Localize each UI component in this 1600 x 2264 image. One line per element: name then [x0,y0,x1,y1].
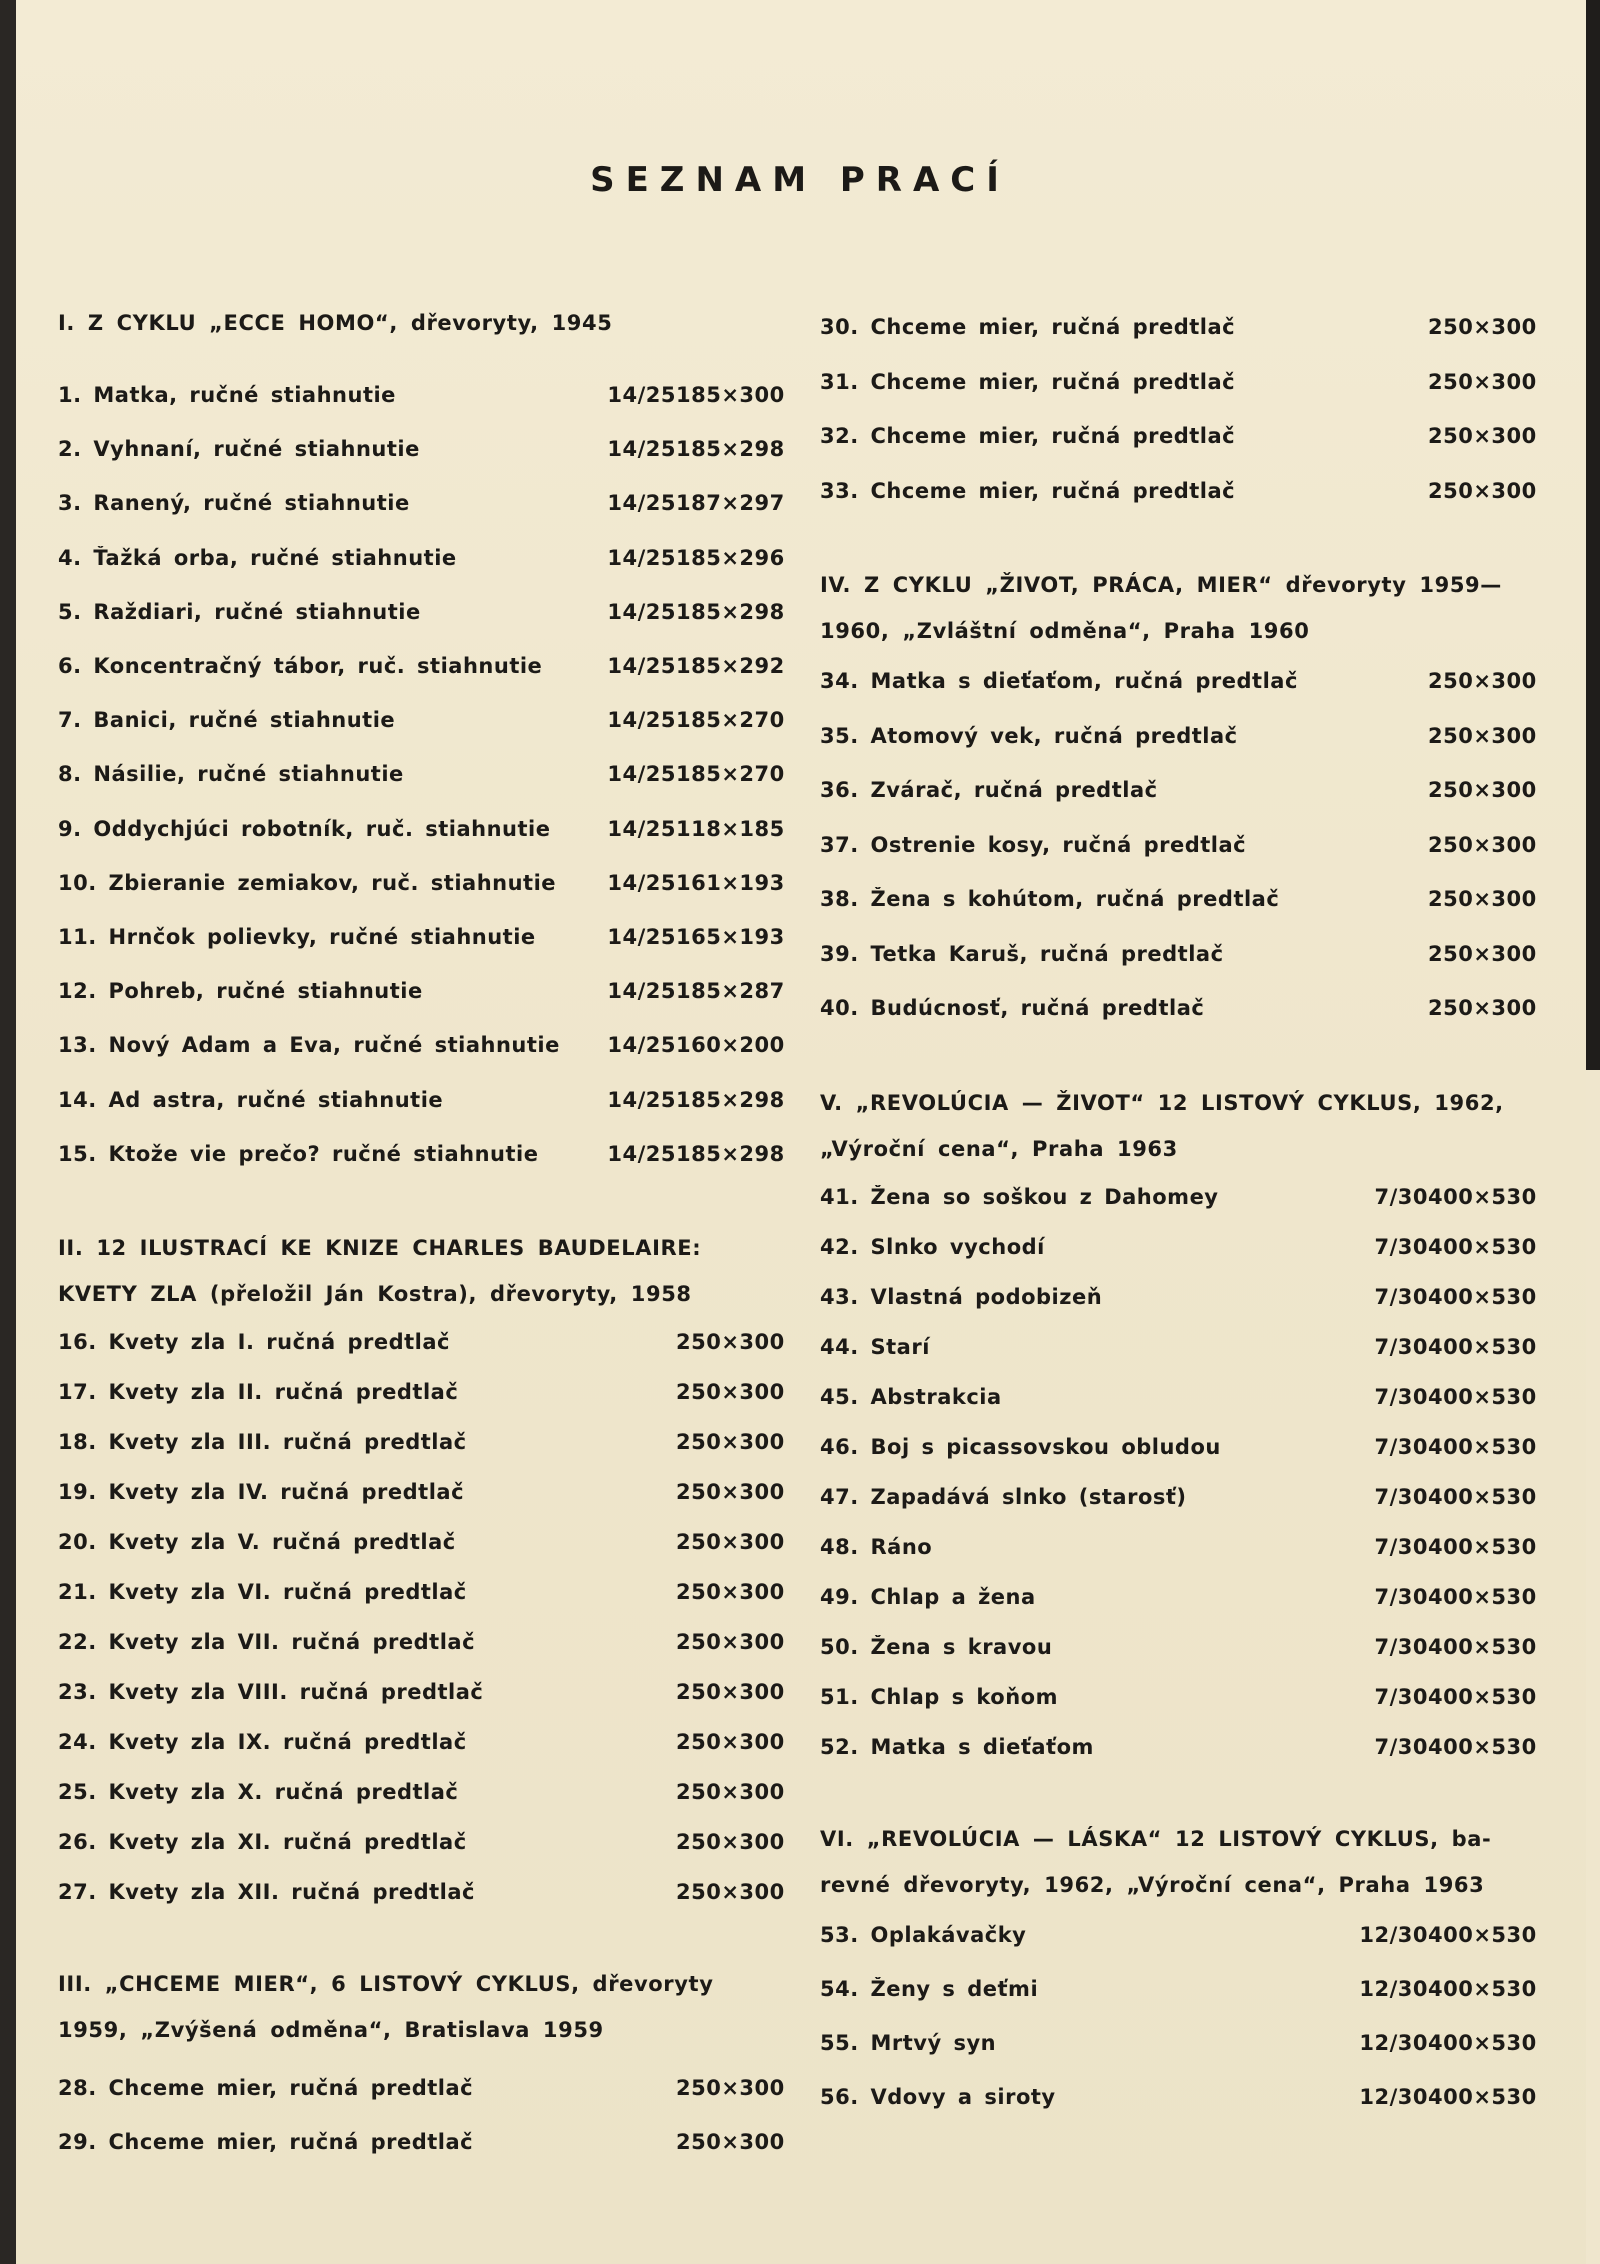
list-item [58,693,785,747]
list-item [820,1522,1537,1572]
section-list [58,368,785,1181]
item-title: 23. Kvety zla VIII. ručná predtlač [58,1679,484,1704]
item-title: 27. Kvety zla XII. ručná predtlač [58,1879,475,1904]
item-edition: 14/25 [607,654,676,679]
item-dims: 185×296 [676,545,785,570]
list-item [820,818,1537,873]
item-title: 48. Ráno [820,1534,933,1559]
section-heading-cont: „Výroční cena“, Praha 1963 [820,1136,1178,1161]
item-dims: 400×530 [1428,1284,1537,1309]
page-title: SEZNAM PRACÍ [590,160,1010,200]
section-heading: I. Z CYKLU „ECCE HOMO“, dřevoryty, 1945 [58,311,613,335]
list-item [58,1817,785,1867]
list-item [820,1672,1537,1722]
list-item [820,2016,1537,2070]
item-title: 50. Žena s kravou [820,1634,1053,1659]
item-title: 45. Abstrakcia [820,1384,1002,1409]
list-item [820,1172,1537,1222]
item-dims: 400×530 [1428,2084,1537,2109]
item-dims: 185×270 [676,708,785,733]
item-edition: 14/25 [607,979,676,1004]
item-dims: 250×300 [1428,669,1537,694]
item-dims: 250×300 [1428,887,1537,912]
item-title: 13. Nový Adam a Eva, ručné stiahnutie [58,1033,560,1058]
item-title: 31. Chceme mier, ručná predtlač [820,369,1236,394]
item-edition: 12/30 [1359,1976,1428,2001]
list-item [58,1018,785,1072]
item-title: 32. Chceme mier, ručná predtlač [820,424,1236,449]
list-item [58,531,785,585]
item-dims: 185×298 [676,437,785,462]
item-dims: 185×292 [676,654,785,679]
item-dims: 250×300 [676,1729,785,1754]
section-iii-continued [820,300,1537,518]
list-item [820,1722,1537,1772]
list-item [58,747,785,801]
item-title: 1. Matka, ručné stiahnutie [58,383,396,408]
item-dims: 165×193 [676,924,785,949]
item-title: 16. Kvety zla I. ručná predtlač [58,1329,450,1354]
list-item [820,2070,1537,2124]
item-dims: 400×530 [1428,1922,1537,1947]
item-edition: 7/30 [1374,1484,1428,1509]
item-edition: 14/25 [607,816,676,841]
list-item [58,585,785,639]
item-edition: 14/25 [607,1087,676,1112]
item-title: 41. Žena so soškou z Dahomey [820,1184,1219,1209]
item-dims: 185×298 [676,1141,785,1166]
section-list [820,1172,1537,1772]
item-dims: 400×530 [1428,1484,1537,1509]
item-title: 52. Matka s dieťaťom [820,1734,1094,1759]
item-title: 29. Chceme mier, ručná predtlač [58,2129,474,2154]
list-item [820,1422,1537,1472]
item-title: 22. Kvety zla VII. ručná predtlač [58,1629,476,1654]
item-title: 33. Chceme mier, ručná predtlač [820,478,1236,503]
list-item [820,981,1537,1036]
item-edition: 14/25 [607,545,676,570]
list-item [820,1472,1537,1522]
list-item [58,476,785,530]
item-title: 36. Zvárač, ručná predtlač [820,778,1158,803]
item-dims: 250×300 [1428,478,1537,503]
item-dims: 185×300 [676,383,785,408]
list-item [58,1467,785,1517]
item-title: 34. Matka s dieťaťom, ručná predtlač [820,669,1298,694]
item-title: 25. Kvety zla X. ručná predtlač [58,1779,459,1804]
item-dims: 160×200 [676,1033,785,1058]
item-title: 20. Kvety zla V. ručná predtlač [58,1529,456,1554]
section-list [820,654,1537,1036]
list-item [820,1222,1537,1272]
item-dims: 250×300 [676,1379,785,1404]
section-heading: III. „CHCEME MIER“, 6 LISTOVÝ CYKLUS, dřevoryty [58,1971,714,1996]
item-title: 44. Starí [820,1334,930,1359]
section-heading: VI. „REVOLÚCIA — LÁSKA“ 12 LISTOVÝ CYKLUS, ba- [820,1826,1492,1851]
item-dims: 250×300 [1428,941,1537,966]
section-i [58,300,785,1181]
list-item [58,856,785,910]
list-item [820,1272,1537,1322]
list-item [58,1667,785,1717]
item-dims: 250×300 [676,1829,785,1854]
right-column [820,300,1537,2124]
section-list [820,300,1537,518]
list-item [820,355,1537,410]
item-title: 15. Ktože vie prečo? ručné stiahnutie [58,1141,539,1166]
item-dims: 400×530 [1428,2030,1537,2055]
list-item [58,1717,785,1767]
section-list [58,1317,785,1917]
item-dims: 250×300 [676,1329,785,1354]
item-dims: 400×530 [1428,1184,1537,1209]
item-dims: 250×300 [676,1479,785,1504]
item-dims: 250×300 [676,1629,785,1654]
item-title: 37. Ostrenie kosy, ručná predtlač [820,832,1247,857]
item-edition: 14/25 [607,491,676,516]
item-title: 26. Kvety zla XI. ručná predtlač [58,1829,467,1854]
item-title: 7. Banici, ručné stiahnutie [58,708,396,733]
section-heading: V. „REVOLÚCIA — ŽIVOT“ 12 LISTOVÝ CYKLUS, 1962, [820,1090,1504,1115]
item-edition: 12/30 [1359,2084,1428,2109]
list-item [820,1908,1537,1962]
section-heading-cont: KVETY ZLA (přeložil Ján Kostra), dřevoryty, 1958 [58,1281,692,1306]
list-item [58,1517,785,1567]
item-edition: 14/25 [607,1033,676,1058]
list-item [58,1417,785,1467]
section-iii [58,1961,785,2169]
section-heading-cont: 1960, „Zvláštní odměna“, Praha 1960 [820,619,1310,643]
list-item [58,2115,785,2169]
item-title: 3. Ranený, ručné stiahnutie [58,491,410,516]
list-item [58,910,785,964]
list-item [820,872,1537,927]
list-item [58,1367,785,1417]
item-edition: 14/25 [607,708,676,733]
item-title: 11. Hrnčok polievky, ručné stiahnutie [58,924,536,949]
item-edition: 7/30 [1374,1584,1428,1609]
list-item [58,1072,785,1126]
item-edition: 7/30 [1374,1384,1428,1409]
item-edition: 7/30 [1374,1184,1428,1209]
item-title: 35. Atomový vek, ručná predtlač [820,723,1238,748]
item-title: 17. Kvety zla II. ručná predtlač [58,1379,459,1404]
item-dims: 118×185 [676,816,785,841]
section-vi [820,1816,1537,2124]
list-item [820,1622,1537,1672]
list-item [58,1617,785,1667]
item-title: 55. Mrtvý syn [820,2030,997,2055]
list-item [58,2061,785,2115]
item-edition: 14/25 [607,924,676,949]
item-edition: 7/30 [1374,1284,1428,1309]
item-title: 19. Kvety zla IV. ručná predtlač [58,1479,465,1504]
list-item [58,1317,785,1367]
item-edition: 14/25 [607,599,676,624]
item-title: 40. Budúcnosť, ručná predtlač [820,996,1205,1021]
item-dims: 250×300 [676,1579,785,1604]
list-item [820,927,1537,982]
item-edition: 14/25 [607,762,676,787]
item-edition: 7/30 [1374,1434,1428,1459]
item-edition: 14/25 [607,1141,676,1166]
section-heading-cont: 1959, „Zvýšená odměna“, Bratislava 1959 [58,2017,604,2042]
section-heading-cont: revné dřevoryty, 1962, „Výroční cena“, Praha 1963 [820,1872,1485,1897]
item-dims: 250×300 [1428,723,1537,748]
item-dims: 250×300 [1428,778,1537,803]
item-title: 10. Zbieranie zemiakov, ruč. stiahnutie [58,870,557,895]
item-title: 12. Pohreb, ručné stiahnutie [58,979,423,1004]
list-item [820,300,1537,355]
list-item [820,709,1537,764]
item-dims: 185×270 [676,762,785,787]
list-item [58,639,785,693]
item-dims: 187×297 [676,491,785,516]
item-title: 4. Ťažká orba, ručné stiahnutie [58,545,457,570]
section-ii [58,1225,785,1917]
item-title: 51. Chlap s koňom [820,1684,1058,1709]
item-edition: 7/30 [1374,1634,1428,1659]
item-edition: 14/25 [607,437,676,462]
list-item [58,964,785,1018]
list-item [820,1372,1537,1422]
item-dims: 250×300 [1428,315,1537,340]
list-item [58,1867,785,1917]
left-column [58,300,785,2169]
item-dims: 250×300 [1428,369,1537,394]
list-item [820,1962,1537,2016]
section-v [820,1080,1537,1772]
item-edition: 7/30 [1374,1334,1428,1359]
item-title: 39. Tetka Karuš, ručná predtlač [820,941,1224,966]
item-dims: 161×193 [676,870,785,895]
item-title: 2. Vyhnaní, ručné stiahnutie [58,437,420,462]
item-edition: 7/30 [1374,1684,1428,1709]
item-dims: 250×300 [676,1779,785,1804]
section-list [820,1908,1537,2124]
item-dims: 185×298 [676,599,785,624]
item-dims: 400×530 [1428,1976,1537,2001]
item-title: 24. Kvety zla IX. ručná predtlač [58,1729,467,1754]
list-item [820,464,1537,519]
item-dims: 250×300 [676,2129,785,2154]
item-dims: 400×530 [1428,1334,1537,1359]
section-heading: IV. Z CYKLU „ŽIVOT, PRÁCA, MIER“ dřevoryty 1959— [820,573,1502,597]
item-dims: 250×300 [1428,424,1537,449]
list-item [58,368,785,422]
item-edition: 12/30 [1359,2030,1428,2055]
list-item [820,654,1537,709]
item-edition: 14/25 [607,383,676,408]
list-item [820,409,1537,464]
item-edition: 7/30 [1374,1734,1428,1759]
list-item [58,1567,785,1617]
item-title: 53. Oplakávačky [820,1922,1027,1947]
item-dims: 250×300 [676,1529,785,1554]
page-edge-left [0,0,16,2264]
list-item [58,802,785,856]
item-edition: 14/25 [607,870,676,895]
section-iv [820,562,1537,1036]
item-dims: 400×530 [1428,1634,1537,1659]
item-title: 21. Kvety zla VI. ručná predtlač [58,1579,467,1604]
list-item [820,1572,1537,1622]
item-dims: 400×530 [1428,1684,1537,1709]
item-title: 30. Chceme mier, ručná predtlač [820,315,1236,340]
list-item [58,1767,785,1817]
item-dims: 250×300 [676,1679,785,1704]
item-title: 42. Slnko vychodí [820,1234,1045,1259]
item-title: 54. Ženy s deťmi [820,1976,1039,2001]
item-dims: 400×530 [1428,1734,1537,1759]
list-item [58,1127,785,1181]
item-title: 49. Chlap a žena [820,1584,1036,1609]
item-title: 18. Kvety zla III. ručná predtlač [58,1429,467,1454]
item-dims: 250×300 [676,1429,785,1454]
item-title: 28. Chceme mier, ručná predtlač [58,2075,474,2100]
section-list [58,2061,785,2169]
item-title: 8. Násilie, ručné stiahnutie [58,762,404,787]
list-item [58,422,785,476]
item-title: 46. Boj s picassovskou obludou [820,1434,1221,1459]
item-title: 43. Vlastná podobizeň [820,1284,1103,1309]
item-dims: 250×300 [676,2075,785,2100]
item-dims: 250×300 [1428,996,1537,1021]
item-dims: 250×300 [676,1879,785,1904]
item-dims: 185×287 [676,979,785,1004]
item-edition: 7/30 [1374,1234,1428,1259]
list-item [820,1322,1537,1372]
item-title: 14. Ad astra, ručné stiahnutie [58,1087,444,1112]
item-title: 56. Vdovy a siroty [820,2084,1056,2109]
item-dims: 250×300 [1428,832,1537,857]
list-item [820,763,1537,818]
item-title: 38. Žena s kohútom, ručná predtlač [820,887,1280,912]
item-title: 6. Koncentračný tábor, ruč. stiahnutie [58,654,543,679]
item-dims: 400×530 [1428,1534,1537,1559]
item-dims: 185×298 [676,1087,785,1112]
item-title: 5. Raždiari, ručné stiahnutie [58,599,421,624]
section-heading: II. 12 ILUSTRACÍ KE KNIZE CHARLES BAUDELAIRE: [58,1235,702,1260]
item-dims: 400×530 [1428,1234,1537,1259]
item-title: 9. Oddychjúci robotník, ruč. stiahnutie [58,816,551,841]
item-edition: 7/30 [1374,1534,1428,1559]
item-dims: 400×530 [1428,1434,1537,1459]
item-dims: 400×530 [1428,1384,1537,1409]
item-title: 47. Zapadává slnko (starosť) [820,1484,1187,1509]
item-edition: 12/30 [1359,1922,1428,1947]
item-dims: 400×530 [1428,1584,1537,1609]
